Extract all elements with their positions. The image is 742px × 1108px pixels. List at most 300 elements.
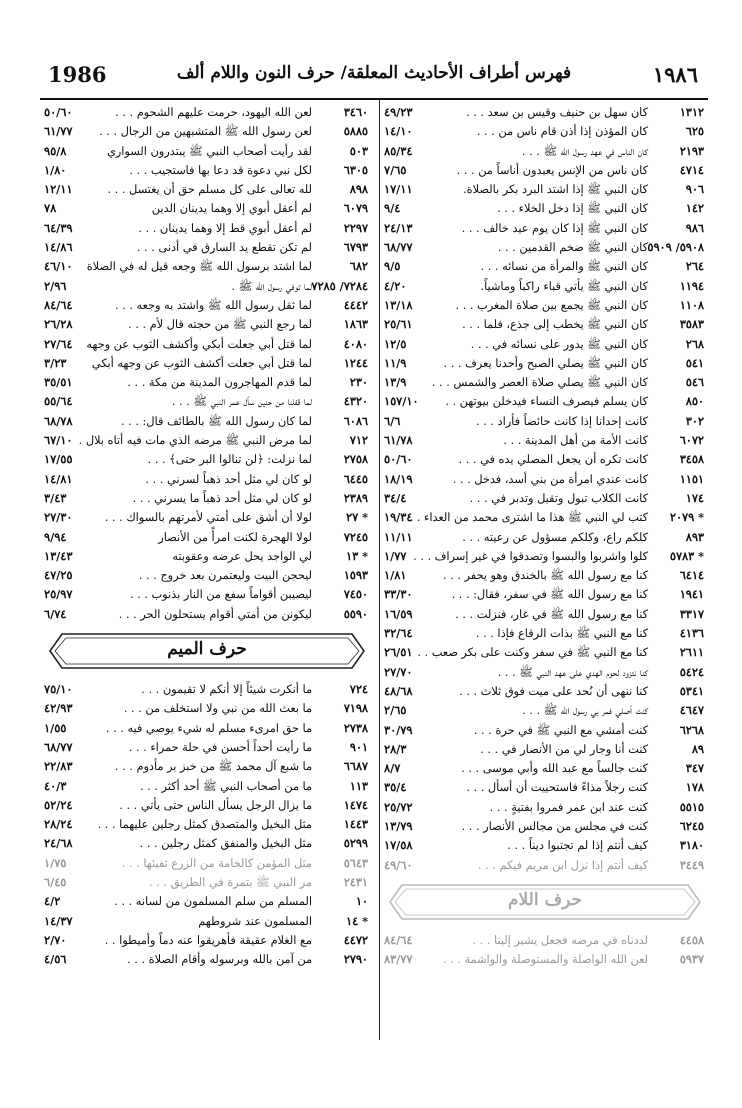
hadith-number: ٦٤٤٥ <box>343 471 368 486</box>
volume-page-reference: ٦٧/١٠ <box>44 433 73 448</box>
hadith-number: ٢٧٩٠ <box>343 952 368 967</box>
hadith-number: ٥٤٦ <box>685 375 704 390</box>
volume-page-reference: ٢٥/٦١ <box>384 317 413 332</box>
hadith-number: ٢٢٩٧ <box>343 220 368 235</box>
hadith-incipit: ما من أصحاب النبي ﷺ أحد أكثر . . . <box>139 779 312 793</box>
volume-page-reference: ١٤/٨٦ <box>44 240 73 255</box>
hadith-incipit: كيف أنتم إذا لم تجتبوا ديناً . . . <box>507 839 648 853</box>
volume-page-reference: ١/٨١ <box>384 568 407 583</box>
index-entry-row <box>380 161 710 180</box>
hadith-incipit: لما كان رسول الله ﷺ بالطائف قال: . . . <box>120 414 312 428</box>
volume-page-reference: ٦٨/٧٨ <box>44 413 73 428</box>
hadith-number: ٤٤٧٢ <box>343 932 368 947</box>
volume-page-reference: ١٣/٩ <box>384 375 407 390</box>
volume-page-reference: ٣/٤٣ <box>44 490 67 505</box>
index-entry-row <box>40 585 374 604</box>
hadith-incipit: كلكم راع، وكلكم مسؤول عن رعيته . . . <box>462 530 648 544</box>
hadith-incipit: كانت تكره أن يجعل المصلي يده في . . . <box>458 453 648 467</box>
hadith-incipit: كان المؤذن إذا أذن قام ناس من . . . <box>476 125 648 139</box>
hadith-incipit: كيف أنتم إذا نزل ابن مريم فيكم . . . <box>477 858 648 872</box>
hadith-incipit: لما ثقل رسول الله ﷺ واشتد به وجعه . . . <box>114 298 312 312</box>
volume-page-reference: ١٤/٣٧ <box>44 913 73 928</box>
hadith-incipit: كان النبي ﷺ يدور على نسائه في . . . <box>470 337 648 351</box>
hadith-number: ١٠ <box>355 894 368 909</box>
index-entry-row <box>40 931 374 950</box>
index-entry-row <box>40 605 374 624</box>
hadith-number: ٥٤١ <box>685 355 704 370</box>
volume-page-reference: ٦٤/٣٩ <box>44 220 73 235</box>
volume-page-reference: ٨٥/٣٤ <box>384 143 413 158</box>
volume-page-reference: ٣٠/٧٩ <box>384 722 413 737</box>
index-entry-row <box>40 354 374 373</box>
page-title: فهرس أطراف الأحاديث المعلقة/ حرف النون واللام ألف <box>176 63 572 83</box>
hadith-incipit: لكل نبي دعوة قد دعا بها فاستجيب . . . <box>129 163 312 177</box>
hadith-incipit: لما اشتد برسول الله ﷺ وجعه قيل له في الصلاة <box>86 260 312 274</box>
index-entry-row <box>380 412 710 431</box>
index-entry-row <box>380 392 710 411</box>
hadith-incipit: كنا مع رسول الله ﷺ بالخندق وهو يحفر . . . <box>442 569 648 583</box>
index-entry-row <box>40 238 374 257</box>
index-entry-row <box>380 624 710 643</box>
index-entry-row <box>40 892 374 911</box>
hadith-incipit: كان النبي ﷺ إذا دخل الخلاء . . . <box>497 202 648 216</box>
index-entry-row <box>380 778 710 797</box>
volume-page-reference: ٤٦/١٠ <box>44 259 73 274</box>
index-entry-row <box>40 950 374 969</box>
volume-page-reference: ٩/٥ <box>384 259 401 274</box>
hadith-number: ٨٩ <box>691 741 704 756</box>
hadith-number: ٦٨٢ <box>349 259 368 274</box>
volume-page-reference: ٥٥/٦٤ <box>44 394 73 409</box>
volume-page-reference: ٢٥/٩٧ <box>44 587 73 602</box>
hadith-number: ٩٠١ <box>349 739 368 754</box>
index-entry-row <box>40 122 374 141</box>
hadith-incipit: كنت أصلي فمر بي رسول الله ﷺ . . . <box>522 704 648 718</box>
volume-page-reference: ١٢/٥ <box>384 336 407 351</box>
hadith-incipit: مثل البخيل والمتصدق كمثل رجلين عليهما . . . <box>97 818 312 832</box>
volume-page-reference: ٣/٢٣ <box>44 355 67 370</box>
volume-page-reference: ٩/٤ <box>384 201 401 216</box>
index-entry-row <box>380 257 710 276</box>
volume-page-reference: ٢/٩٦ <box>44 278 67 293</box>
index-entry-row <box>380 605 710 624</box>
hadith-incipit: لما توفي رسول الله ﷺ . <box>231 279 312 293</box>
index-entry-row <box>40 873 374 892</box>
volume-page-reference: ١٧/٥٨ <box>384 838 413 853</box>
hadith-incipit: كلوا واشربوا والبسوا وتصدقوا في غير إسراف . . . <box>413 549 648 563</box>
hadith-number: ٥٣٤١ <box>679 683 704 698</box>
hadith-number: ٦٧٩٣ <box>343 240 368 255</box>
hadith-number: ٤٤٤٢ <box>343 297 368 312</box>
hadith-number: ٤٣٢٠ <box>343 394 368 409</box>
index-entry-row <box>40 412 374 431</box>
volume-page-reference: ٢٤/١٣ <box>384 220 413 235</box>
hadith-number: ٣٤٧ <box>685 761 704 776</box>
hadith-number: ٦٠٨٦ <box>343 413 368 428</box>
volume-page-reference: ٤٠/٣ <box>44 778 67 793</box>
hadith-number: ٣٤٥٨ <box>679 452 704 467</box>
hadith-number: ٦٤١٤ <box>679 568 704 583</box>
volume-page-reference: ٩/٩٤ <box>44 529 67 544</box>
hadith-number: ١٧٤ <box>685 490 704 505</box>
hadith-incipit: لعن رسول الله ﷺ المتشبهين من الرجال . . . <box>99 125 312 139</box>
hadith-number: ١٤٧٤ <box>343 797 368 812</box>
hadith-number: ١١٥١ <box>679 471 704 486</box>
volume-page-reference: ٥٢/٢٤ <box>44 797 73 812</box>
volume-page-reference: ٢٧/٧٠ <box>384 664 413 679</box>
hadith-incipit: كان سهل بن حنيف وقيس بن سعد . . . <box>466 106 648 119</box>
hadith-number: ٤١٣٦ <box>679 626 704 641</box>
index-entry-row <box>380 180 710 199</box>
hadith-incipit: كان النبي ﷺ يجمع بين صلاة المغرب . . . <box>455 298 648 312</box>
index-entry-row <box>380 682 710 701</box>
volume-page-reference: ٣٢/٦٤ <box>384 626 413 641</box>
index-entry-row <box>380 122 710 141</box>
hadith-incipit: كتب لي النبي ﷺ هذا ما اشترى محمد من العداء . . <box>409 511 648 525</box>
index-entry-row <box>40 431 374 450</box>
index-entry-row <box>380 489 710 508</box>
index-entry-row <box>40 470 374 489</box>
volume-page-reference: ٢٨/٢٤ <box>44 817 73 832</box>
hadith-number: ٢٦٤ <box>685 259 704 274</box>
hadith-incipit: كانت عندي امرأة من بني أسد، فدخل . . . <box>452 472 648 486</box>
hadith-number: ٤٠٨٠ <box>343 336 368 351</box>
volume-page-reference: ١٤/٨١ <box>44 471 73 486</box>
hadith-incipit: كان النبي ﷺ إذا اشتد البرد بكر بالصلاة. <box>463 183 648 197</box>
hadith-incipit: كان النبي ﷺ يخطب إلى جذع، فلما . . . <box>462 318 648 332</box>
hadith-incipit: كان النبي ﷺ ضخم القدمين . . . <box>497 241 648 255</box>
volume-page-reference: ١٧/١١ <box>384 182 413 197</box>
volume-page-reference: ٣٥/٥١ <box>44 375 73 390</box>
index-entry-row <box>40 796 374 815</box>
volume-page-reference: ١٩/٣٤ <box>384 510 413 525</box>
right-column <box>380 103 710 969</box>
index-entry-row <box>380 470 710 489</box>
index-entry-row <box>40 854 374 873</box>
hadith-number: ٤٧١٤ <box>679 162 704 177</box>
volume-page-reference: ٣٥/٤ <box>384 780 407 795</box>
hadith-incipit: كان ناس من الإنس يعبدون أناساً من . . . <box>456 163 648 177</box>
hadith-number: ٥٠٣ <box>349 143 368 158</box>
volume-page-reference: ٦/٤٥ <box>44 874 67 889</box>
hadith-incipit: ما أنكرت شيئاً إلا أنكم لا تقيمون . . . <box>141 683 312 697</box>
volume-page-reference: ٦٨/٧٧ <box>44 739 73 754</box>
volume-page-reference: ٤/٥٦ <box>44 952 67 967</box>
index-entry-row <box>40 738 374 757</box>
volume-page-reference: ٢/٧٠ <box>44 932 67 947</box>
index-entry-row <box>40 680 374 699</box>
index-entry-row <box>380 817 710 836</box>
volume-page-reference: ٧٥/١٠ <box>44 682 73 697</box>
hadith-incipit: لقد رأيت أصحاب النبي ﷺ يبتدرون السواري <box>106 144 312 158</box>
hadith-number: ١٤٢ <box>685 201 704 216</box>
hadith-incipit: مثل المؤمن كالخامة من الزرع تفيئها . . . <box>121 856 312 870</box>
hadith-number: ٩٠٦ <box>685 182 704 197</box>
hadith-number: ٥٩٠٨/ ٥٩٠٩ <box>647 240 704 255</box>
hadith-incipit: ليحجن البيت وليعتمرن بعد خروج . . . <box>138 569 312 583</box>
hadith-incipit: لولا الهجرة لكنت امرأً من الأنصار <box>158 530 312 544</box>
hadith-number: ١١٩٤ <box>679 278 704 293</box>
hadith-number: ٣٠٢ <box>685 413 704 428</box>
volume-page-reference: ٧٨ <box>44 201 57 216</box>
hadith-number: ٩٨٦ <box>685 220 704 235</box>
volume-page-reference: ٤٢/٩٣ <box>44 701 73 716</box>
volume-page-reference: ١٧/٥٥ <box>44 452 73 467</box>
hadith-incipit: لولا أن أشق على أمتي لأمرتهم بالسواك . . . <box>104 511 312 525</box>
volume-page-reference: ١/٥٥ <box>44 720 67 735</box>
index-entry-row <box>380 373 710 392</box>
hadith-incipit: ما شبع آل محمد ﷺ من خبز بر مأدوم . . . <box>114 760 312 774</box>
hadith-incipit: كنا مع النبي ﷺ في سفر وكنت على بكر صعب . . <box>417 646 648 660</box>
index-entry-row <box>380 450 710 469</box>
hadith-number: ١٢٤٤ <box>343 355 368 370</box>
hadith-number: ٢٧٥٨ <box>343 452 368 467</box>
index-entry-row <box>380 238 710 257</box>
hadith-number: ١٧٨ <box>685 780 704 795</box>
hadith-number: ٦٠٧٩ <box>343 201 368 216</box>
index-entry-row <box>380 354 710 373</box>
volume-page-reference: ٢٦/٥١ <box>384 645 413 660</box>
index-entry-row <box>380 701 710 720</box>
volume-page-reference: ٦١/٧٨ <box>384 433 413 448</box>
volume-page-reference: ٢٦/٢٨ <box>44 317 73 332</box>
index-entry-row <box>40 296 374 315</box>
hadith-number: * ١٤ <box>346 913 368 928</box>
volume-page-reference: ٣٤/٤ <box>384 490 407 505</box>
volume-page-reference: ١٤/١٠ <box>384 124 413 139</box>
hadith-incipit: لما رجع النبي ﷺ من حجته قال لأم . . . <box>128 318 312 332</box>
hadith-incipit: لعن الله اليهود، حرمت عليهم الشحوم . . . <box>115 106 312 119</box>
index-entry-row <box>380 643 710 662</box>
volume-page-reference: ٤٩/٦٠ <box>384 857 413 872</box>
index-entry-row <box>380 740 710 759</box>
index-entry-row <box>380 566 710 585</box>
hadith-incipit: كانت الأمة من أهل المدينة . . . <box>503 434 648 448</box>
index-entry-row <box>40 719 374 738</box>
hadith-number: ٢٣٠ <box>349 375 368 390</box>
hadith-incipit: لم أعقل أبوي قط إلا وهما يدينان . . . <box>138 221 312 235</box>
index-entry-row <box>380 431 710 450</box>
index-entry-row <box>380 508 710 527</box>
hadith-incipit: لما نزلت: ﴿لن تنالوا البر حتى﴾ . . . <box>147 453 312 467</box>
volume-page-reference: ٤/٢٠ <box>384 278 407 293</box>
hadith-number: ٧٢٤ <box>349 682 368 697</box>
volume-page-reference: ١٣/٧٩ <box>384 818 413 833</box>
hadith-number: ٢٧٣٨ <box>343 720 368 735</box>
volume-page-reference: ١/٨٠ <box>44 162 67 177</box>
hadith-incipit: ما حق امرىء مسلم له شيء يوصي فيه . . . <box>105 721 312 735</box>
hadith-incipit: مر النبي ﷺ بتمرة في الطريق . . . <box>149 875 312 889</box>
volume-page-reference: ٤٩/٢٣ <box>384 105 413 119</box>
index-entry-row <box>40 815 374 834</box>
volume-page-reference: ٢٢/٨٣ <box>44 759 73 774</box>
volume-page-reference: ٢٤/٦٨ <box>44 836 73 851</box>
hadith-number: ٣٤٦٠ <box>343 105 368 119</box>
index-entry-row <box>380 950 710 969</box>
index-entry-row <box>40 450 374 469</box>
section-heading-frame <box>388 881 702 923</box>
hadith-incipit: كنا مع رسول الله ﷺ في سفر، فقال: . . . <box>451 588 648 602</box>
volume-page-reference: ٢٨/٣ <box>384 741 407 756</box>
volume-page-reference: ٥٠/٦٠ <box>384 452 413 467</box>
index-entry-row <box>40 180 374 199</box>
hadith-incipit: لو كان لي مثل أحد ذهباً لسرني . . . <box>145 472 312 486</box>
volume-page-reference: ٤٧/٢٥ <box>44 568 73 583</box>
hadith-number: ١١٣ <box>349 778 368 793</box>
hadith-number: ١٣١٢ <box>679 105 704 119</box>
hadith-number: ٣١٨٠ <box>679 838 704 853</box>
hadith-incipit: كنت في مجلس من مجالس الأنصار . . . <box>461 819 648 833</box>
index-entry-row <box>380 663 710 682</box>
index-entry-row <box>40 777 374 796</box>
hadith-incipit: مثل البخيل والمنفق كمثل رجلين . . . <box>139 837 312 851</box>
hadith-incipit: كنت أنا وجار لي من الأنصار في . . . <box>480 742 648 756</box>
volume-page-reference: ١٥٧/١٠ <box>384 394 419 409</box>
index-entry-row <box>380 547 710 566</box>
hadith-number: ٣٥٨٣ <box>679 317 704 332</box>
volume-page-reference: ٨٤/٦٤ <box>44 297 73 312</box>
volume-page-reference: ٦١/٧٧ <box>44 124 73 139</box>
volume-page-reference: ٩٥/٨ <box>44 143 67 158</box>
hadith-incipit: لله تعالى على كل مسلم حق أن يغتسل . . . <box>107 183 312 197</box>
hadith-number: ١٩٤١ <box>679 587 704 602</box>
hadith-number: ٥٢٩٩ <box>343 836 368 851</box>
hadith-number: ٥٥١٥ <box>679 799 704 814</box>
hadith-incipit: لو كان لي مثل أحد ذهباً ما يسرني . . . <box>132 491 312 505</box>
hadith-number: * ١٣ <box>346 548 368 563</box>
index-entry-row <box>380 103 710 122</box>
index-entry-row <box>380 856 710 875</box>
volume-page-reference: ٢٥/٧٢ <box>384 799 413 814</box>
hadith-incipit: كنت أمشي مع النبي ﷺ في حرة . . . <box>473 723 648 737</box>
volume-page-reference: ٨٣/٧٧ <box>384 952 413 967</box>
hadith-number: * ٢٠٧٩ <box>669 510 704 525</box>
hadith-incipit: المسلمون عند شروطهم <box>198 914 312 928</box>
index-entry-row <box>380 585 710 604</box>
hadith-number: ١٤٤٣ <box>343 817 368 832</box>
volume-page-reference: ٨/٧ <box>384 761 401 776</box>
hadith-incipit: ليكونن من أمتي أقوام يستحلون الحر . . . <box>118 607 312 621</box>
hadith-number: ٦٠٧٢ <box>679 433 704 448</box>
hadith-number: ٣٣١٧ <box>679 606 704 621</box>
index-entry-row <box>40 757 374 776</box>
hadith-number: ١٥٩٣ <box>343 568 368 583</box>
hadith-number: * ٢٧ <box>346 510 368 525</box>
index-entry-row <box>380 759 710 778</box>
hadith-incipit: كان النبي ﷺ إذا كان يوم عيد خالف . . . <box>461 221 648 235</box>
hadith-incipit: كان النبي ﷺ والمرأة من نسائه . . . <box>480 260 648 274</box>
hadith-number: ٧١٢ <box>349 433 368 448</box>
volume-page-reference: ٥٠/٦٠ <box>44 105 73 119</box>
hadith-number: ٨٥٠ <box>685 394 704 409</box>
hadith-number: ٢٣٨٩ <box>343 490 368 505</box>
hadith-number: ٤٤٥٨ <box>679 932 704 947</box>
hadith-incipit: ليصيبن أقواماً سفع من النار بذنوب . . . <box>130 588 312 602</box>
index-entry-row <box>40 219 374 238</box>
hadith-incipit: كنا نتزود لحوم الهدي على عهد النبي ﷺ . . . <box>497 665 648 679</box>
hadith-incipit: كنا ننهى أن نُحد على ميت فوق ثلاث . . . <box>459 684 648 698</box>
volume-page-reference: ٦/٦ <box>384 413 401 428</box>
hadith-number: ٣٤٤٩ <box>679 857 704 872</box>
index-entry-row <box>380 528 710 547</box>
hadith-number: ٦٣٠٥ <box>343 162 368 177</box>
hadith-incipit: كان النبي ﷺ يأتي قباء راكباً وماشياً. <box>480 279 648 293</box>
volume-page-reference: ٨٤/٦٤ <box>384 932 413 947</box>
volume-page-reference: ١/٧٥ <box>44 855 67 870</box>
index-entry-row <box>380 798 710 817</box>
hadith-incipit: لما مرض النبي ﷺ مرضه الذي مات فيه أتاه بلال . <box>78 434 312 448</box>
index-entry-row <box>40 373 374 392</box>
index-entry-row <box>40 508 374 527</box>
index-entry-row <box>40 142 374 161</box>
volume-page-reference: ٦٨/٧٧ <box>384 240 413 255</box>
hadith-incipit: كانت الكلاب تبول وتقبل وتدبر في . . . <box>469 491 648 505</box>
page-number-arabic: ١٩٨٦ <box>652 62 698 87</box>
index-entry-row <box>40 257 374 276</box>
hadith-incipit: كنت جالساً مع عبد الله وأبي موسى . . . <box>461 762 648 776</box>
hadith-incipit: كنت رجلاً مذاءً فاستحييت أن أسأل . . . <box>466 781 648 795</box>
hadith-incipit: كانت إحدانا إذا كانت حائضاً فأراد . . . <box>476 414 648 428</box>
hadith-number: ٢١٩٣ <box>679 143 704 158</box>
hadith-number: ٥٨٨٥ <box>343 124 368 139</box>
hadith-number: ١٨٦٣ <box>343 317 368 332</box>
index-entry-row <box>40 161 374 180</box>
hadith-incipit: لما قتل أبي جعلت أبكي وأكشف الثوب عن وجهه <box>86 337 312 351</box>
hadith-number: ٧٢٨٤/ ٧٢٨٥ <box>311 278 368 293</box>
index-entry-row <box>380 296 710 315</box>
hadith-number: ٦٢٥ <box>685 124 704 139</box>
volume-page-reference: ١/٧٧ <box>384 548 407 563</box>
volume-page-reference: ٤/٢ <box>44 894 61 909</box>
hadith-number: ٨٩٣ <box>685 529 704 544</box>
index-entry-row <box>380 836 710 855</box>
index-entry-row <box>380 199 710 218</box>
hadith-incipit: ما بعث الله من نبي ولا استخلف من . . . <box>123 702 312 716</box>
hadith-number: ٥٤٢٤ <box>679 664 704 679</box>
hadith-number: ٥٥٩٠ <box>343 606 368 621</box>
hadith-number: ٥٦٤٣ <box>343 855 368 870</box>
volume-page-reference: ٢٧/٣٠ <box>44 510 73 525</box>
hadith-number: ١١٠٨ <box>679 297 704 312</box>
index-entry-row <box>380 219 710 238</box>
index-entry-row <box>40 392 374 411</box>
hadith-number: ٧٢٤٥ <box>343 529 368 544</box>
hadith-incipit: لم أعقل أبوي إلا وهما يدينان الدين <box>151 202 312 216</box>
hadith-incipit: المسلم من سلم المسلمون من لسانه . . . <box>114 895 312 909</box>
hadith-incipit: لم تكن تقطع يد السارق في أدنى . . . <box>136 241 312 255</box>
volume-page-reference: ١٣/٤٣ <box>44 548 73 563</box>
hadith-incipit: لما قفلنا من حنين سأل عمر النبي ﷺ . . . <box>171 395 312 409</box>
index-entry-row <box>40 315 374 334</box>
hadith-incipit: كان النبي ﷺ يصلي صلاة العصر والشمس . . . <box>431 376 648 390</box>
index-entry-row <box>40 199 374 218</box>
index-entry-row <box>380 277 710 296</box>
hadith-incipit: كنا مع النبي ﷺ بذات الرقاع فإذا . . . <box>475 627 648 641</box>
volume-page-reference: ٢/٦٥ <box>384 703 407 718</box>
index-entry-row <box>40 547 374 566</box>
hadith-incipit: ما رأيت أحداً أحسن في حلة حمراء . . . <box>128 740 312 754</box>
volume-page-reference: ٢٧/٦٤ <box>44 336 73 351</box>
hadith-number: ٦٦٨٧ <box>343 759 368 774</box>
volume-page-reference: ١٦/٥٩ <box>384 606 413 621</box>
section-title: حرف الميم <box>167 639 247 660</box>
volume-page-reference: ١٨/١٩ <box>384 471 413 486</box>
hadith-number: ٢٦٨ <box>685 336 704 351</box>
index-entry-row <box>40 489 374 508</box>
left-column <box>40 103 374 969</box>
hadith-incipit: لما قدم المهاجرون المدينة من مكة . . . <box>127 376 312 390</box>
index-entry-row <box>380 315 710 334</box>
